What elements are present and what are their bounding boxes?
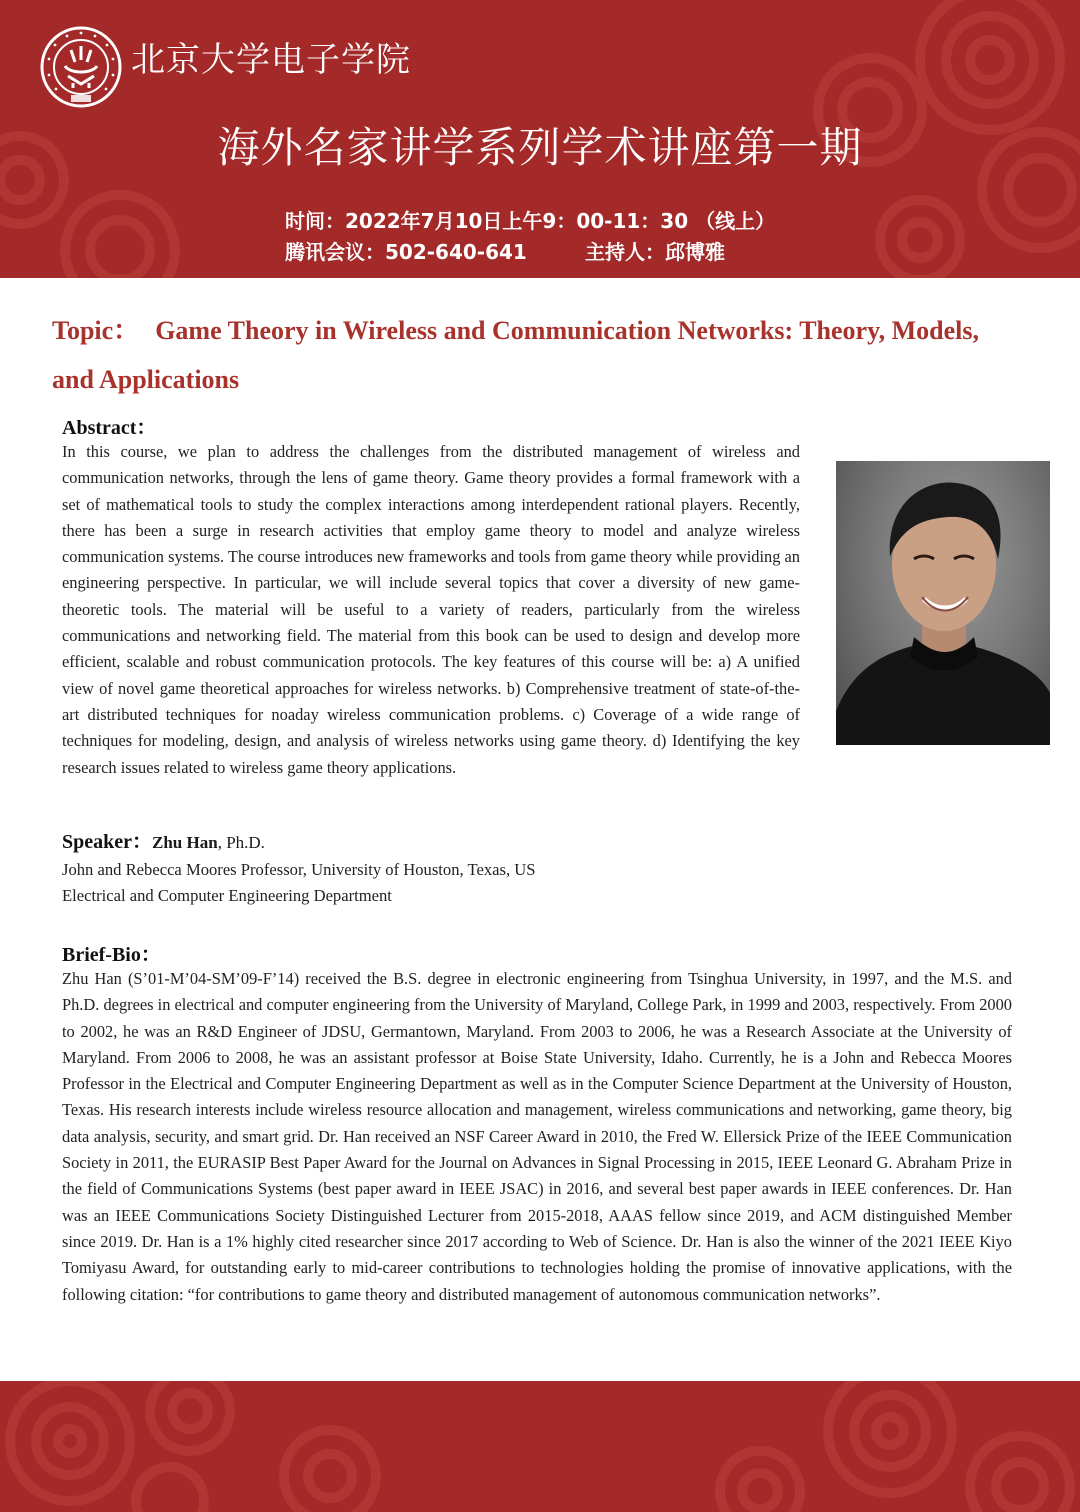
speaker-department: Electrical and Computer Engineering Department: [62, 886, 392, 905]
bio-heading: Brief-Bio：: [62, 944, 161, 966]
speaker-degree: , Ph.D.: [217, 833, 265, 852]
speaker-title: John and Rebecca Moores Professor, University of Houston, Texas, US: [62, 860, 536, 879]
topic-title: Game Theory in Wireless and Communication Networks: Theory, Models, and Applications: [52, 316, 980, 394]
speaker-heading: Speaker：: [62, 831, 152, 853]
speaker-name: Zhu Han: [152, 833, 218, 852]
topic-label: Topic：: [52, 316, 140, 345]
host-name: 主持人：邱博雅: [585, 240, 725, 264]
series-title: 海外名家讲学系列学术讲座第一期: [217, 123, 863, 172]
abstract-text: In this course, we plan to address the challenges from the distributed management of wireless and communication networks, through the lens of game theory. Game theory provides a formal framework with a set of mathematical tools to study the complex interactions among interdependent rational players. Recently, there has been a surge in research activities that employ game theory to model and analyze wireless communication systems. The course introduces new frameworks and tools from game theory while providing an engineering perspective. In particular, we will include several topics that cover a diversity of new game-theoretic tools. The material will be useful to a variety of readers, particularly from the wireless communications and networking field. The material from this book can be used to design and develop more efficient, scalable and robust communication protocols. The key features of this course will be: a) A unified view of novel game theoretical approaches for wireless networks. b) Comprehensive treatment of state-of-the-art distributed techniques for noaday wireless communication problems. c) Coverage of a wide range of techniques for modeling, design, and analysis of wireless networks using game theory. d) Identifying the key research issues related to wireless game theory applications.: [62, 442, 800, 777]
speaker-portrait-photo: [836, 461, 1050, 745]
topic-heading: [52, 306, 1012, 404]
peking-university-seal-icon: [40, 26, 122, 108]
footer-banner: [0, 1381, 1080, 1512]
org-name: 北京大学电子学院: [131, 40, 411, 80]
university-seal-logo: [40, 26, 122, 108]
auspicious-cloud-pattern: [0, 1381, 1080, 1512]
meeting-info-row: [285, 239, 725, 265]
speaker-line: [62, 829, 265, 856]
bio-text: Zhu Han (S’01-M’04-SM’09-F’14) received the B.S. degree in electronic engineering from Tsinghua University, in 1997, and the M.S. and Ph.D. degrees in electrical and computer engineering from the University of Maryland, College Park, in 1999 and 2003, respectively. From 2000 to 2002, he was an R&D Engineer of JDSU, Germantown, Maryland. From 2003 to 2006, he was a Research Associate at the University of Maryland. From 2006 to 2008, he was an assistant professor at Boise State University, Idaho. Currently, he is a John and Rebecca Moores Professor in the Electrical and Computer Engineering Department as well as in the Computer Science Department at the University of Houston, Texas. His research interests include wireless resource allocation and management, wireless communications and networking, game theory, big data analysis, security, and smart grid. Dr. Han received an NSF Career Award in 2010, the Fred W. Ellersick Prize of the IEEE Communication Society in 2011, the EURASIP Best Paper Award for the Journal on Advances in Signal Processing in 2015, IEEE Leonard G. Abraham Prize in the field of Communications Systems (best paper award in IEEE JSAC) in 2016, and several best paper awards in IEEE conferences. Dr. Han was an IEEE Communications Society Distinguished Lecturer from 2015-2018, AAAS fellow since 2019, and ACM distinguished Member since 2019. Dr. Han is a 1% highly cited researcher since 2017 according to Web of Science. Dr. Han is also the winner of the 2021 IEEE Kiyo Tomiyasu Award, for outstanding early to mid-career contributions to technologies holding the promise of innovative applications, with the following citation: “for contributions to game theory and distributed management of autonomous communication networks”.: [62, 969, 1012, 1304]
lecture-time: 时间：2022年7月10日上午9：00-11：30 （线上）: [285, 209, 776, 233]
meeting-id: 腾讯会议：502-640-641: [285, 240, 527, 264]
abstract-heading: Abstract：: [62, 417, 157, 439]
portrait-illustration: [836, 461, 1050, 745]
header-banner: [0, 0, 1080, 278]
